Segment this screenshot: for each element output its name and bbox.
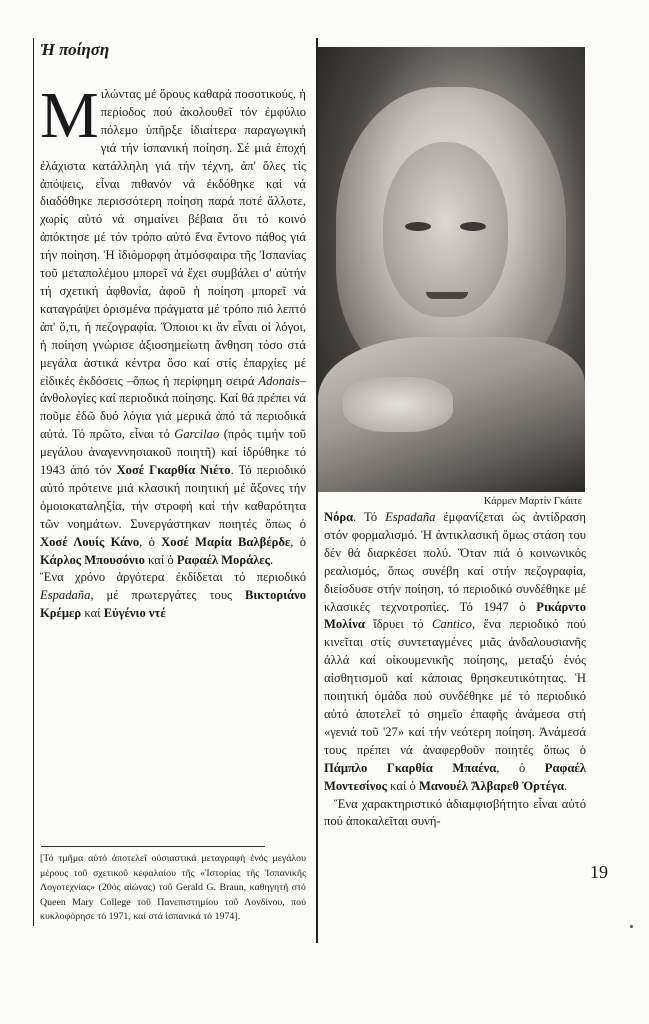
journal-name-espadana: Espadaña bbox=[385, 510, 436, 524]
photo-caption: Κάρμεν Μαρτίν Γκάιτε bbox=[483, 496, 582, 507]
photo-face bbox=[383, 142, 508, 317]
journal-name-espadana: Espadaña bbox=[40, 588, 91, 603]
left-paragraph-1: Μιλώντας μέ ὅρους καθαρά ποσοτικούς, ἡ περίοδος πού ἀκολουθεῖ τόν ἐμφύλιο πόλεμο ὑπῆρξε ἰδιαίτερα παραγωγική γιά τήν ἱσπανική ποίηση. Σέ μιά ἐποχή ἐλάχιστα κατάλληλη γιά τήν τέχνη, ἀπ' ὅλες τίς ἀπόψεις, εἶναι πιθανόν νά ἐκδόθηκε καί νά διαδόθηκε περισσότερη ποίηση παρά ποτέ ἄλλοτε, χωρίς αὐτό νά σημαίνει βέβαια ὅτι τό κοινό ἀπόκτησε μέ τόν τρόπο αὐτό ἕνα ἔντονο πάθος γιά τήν ποίηση. Ἡ ἰδιόμορφη ἀτμόσφαιρα τῆς Ἰσπανίας τοῦ μεταπολέμου μπορεῖ νά ἔχει συμβάλει σ' αὐτήν τή σχετική ἀφθονία, ἀφοῦ ἡ ποίηση μπορεῖ νά καταγράψει ὁρισμένα πράγματα μέ τρόπο πιό λεπτό ἀπ' ὅ,τι, ἡ πεζογραφία. Ὅποιοι κι ἄν εἶναι οἱ λόγοι, ἡ ποίηση γνώρισε ἀξιοσημείωτη ἄνθηση τόσο στά μεγάλα ἀστικά κέντρα ὅσο καί στίς ἐπαρχίες μέ εἰδικές ἐκδόσεις –ὅπως ἡ περίφημη σειρά Adonais– ἀνθολογίες καί περιοδικά ποίησης. Καί θά πρέπει νά ποῦμε ἐδῶ δυό λόγια γιά μερικά ἀπό τά περιοδικά αὐτά. Τό πρῶτο, εἶναι τό Garcilao (πρός τιμήν τοῦ μεγάλου ἀναγεννησιακοῦ ποιητῆ) καί ἱδρύθηκε τό 1943 ἀπό τόν Χοσέ Γκαρθία Νιέτο. Τό περιοδικό αὐτό πρότεινε μιά κλασική ποιητική μέ ἄξονες τήν ὁμοιοκαταληξία, τήν στροφή καί τήν καθαρότητα τῶν νοημάτων. Συνεργάστηκαν ποιητές ὅπως ὁ Χοσέ Λουίς Κάνο, ὁ Χοσέ Μαρία Βαλβέρδε, ὁ Κάρλος Μπουσόνιο καί ὁ Ραφαέλ Μοράλες. bbox=[40, 79, 307, 567]
text-run: ἵδρυει τό bbox=[364, 617, 432, 632]
author-photo bbox=[318, 47, 585, 492]
poet-name-montesinos: Ραφαέλ Μοντεσίνος bbox=[324, 760, 586, 793]
footnote: [Τό τμῆμα αὐτό ἀποτελεῖ οὐσιαστικά μεταγραφή ἑνός μεγάλου μέρους τοῦ σχετικοῦ κεφαλαίου τῆς «Ἱστορίας τῆς Ἱσπανικῆς Λογοτεχνίας» (20ός αἰώνας) τοῦ Gerald G. Braun, καθηγητῆ στό Queen Mary College τοῦ Πανεπιστημίου τοῦ Λονδίνου, πού κυκλοφόρησε τό 1971, καί στά ἱσπανικά τό 1974]. bbox=[40, 853, 306, 922]
right-paragraph-2: Ἕνα χαρακτηριστικό ἀδιαμφισβήτητο εἶναι αὐτό πού ἀποκαλεῖται συνή- bbox=[324, 796, 586, 829]
text-run: . Τό bbox=[353, 510, 386, 524]
text-run: καί ὁ bbox=[144, 552, 177, 567]
poet-name-cano: Χοσέ Λουίς Κάνο bbox=[40, 534, 140, 549]
poet-name-valverde: Χοσέ Μαρία Βαλβέρδε bbox=[161, 534, 291, 549]
poet-name-baena: Πάμπλο Γκαρθία Μπαένα bbox=[324, 760, 497, 775]
left-column bbox=[40, 79, 307, 623]
text-run: , μέ πρωτεργάτες τους bbox=[90, 588, 245, 603]
section-title: Ἡ ποίηση bbox=[40, 40, 110, 59]
poet-name-morales: Ραφαέλ Μοράλες bbox=[176, 552, 270, 567]
photo-mouth bbox=[426, 292, 468, 299]
text-run: , ὁ bbox=[139, 534, 162, 549]
text-run: καί bbox=[81, 606, 104, 621]
poet-name-nora-end: Νόρα bbox=[324, 510, 354, 524]
text-run: (πρός τιμήν τοῦ μεγάλου ἀναγεννησιακοῦ ποιητῆ) καί ἱδρύθηκε τό 1943 ἀπό τόν bbox=[40, 427, 306, 478]
drop-cap: Μ bbox=[40, 79, 99, 152]
poet-name-bousono: Κάρλος Μπουσόνιο bbox=[40, 552, 145, 567]
right-column bbox=[324, 509, 586, 831]
text-run: ἐμφανίζεται ὡς ἀντίδραση στόν φορμαλισμό. Ἡ ἀντικλασική ὅμως στάση του δέν θά διαρκέσει πολύ. Ὅταν πιά ὁ κοινωνικός ρεαλισμός, ὅπως συνέβη καί στήν πεζογραφία, διείσδυσε στήν ποίηση, τό περιοδικό συνδέθηκε μέ κλασικές τεχνοτροπίες. Τό 1947 ὁ bbox=[324, 510, 586, 614]
poet-name-ortega: Μανουέλ Ἄλβαρεθ Ὀρτέγα bbox=[418, 778, 565, 793]
page-number: 19 bbox=[590, 862, 608, 882]
text-run: , ὁ bbox=[290, 534, 307, 549]
left-margin-rule bbox=[33, 38, 34, 926]
footnote-rule bbox=[41, 846, 265, 847]
journal-name-garcilaso: Garcilao bbox=[174, 427, 220, 442]
text-run: καί ὁ bbox=[387, 778, 419, 793]
text-run: Ἕνα χρόνο ἀργότερα ἐκδίδεται τό περιοδικό bbox=[40, 570, 306, 585]
text-run: ιλώντας μέ ὅρους καθαρά ποσοτικούς, ἡ περίοδος πού ἀκολουθεῖ τόν ἐμφύλιο πόλεμο ὑπῆρξε ἰδιαίτερα παραγωγική γιά τήν ἱσπανική ποίηση. Σέ μιά ἐποχή ἐλάχιστα κατάλληλη γιά τήν τέχνη, ἀπ' ὅλες τίς ἀπόψεις, εἶναι πιθανόν νά ἐκδόθηκε καί νά διαδόθηκε περισσότερη ποίηση παρά ποτέ ἄλλοτε, χωρίς αὐτό νά σημαίνει βέβαια ὅτι τό κοινό ἀπόκτησε μέ τόν τρόπο αὐτό ἕνα ἔντονο πάθος γιά τήν ποίηση. Ἡ ἰδιόμορφη ἀτμόσφαιρα τῆς Ἰσπανίας τοῦ μεταπολέμου μπορεῖ νά ἔχει συμβάλει σ' αὐτήν τή σχετική ἀφθονία, ἀφοῦ ἡ ποίηση μπορεῖ νά καταγράψει ὁρισμένα πράγματα μέ τρόπο πιό λεπτό ἀπ' ὅ,τι, ἡ πεζογραφία. Ὅποιοι κι ἄν εἶναι οἱ λόγοι, ἡ ποίηση γνώρισε ἀξιοσημείωτη ἄνθηση τόσο στά μεγάλα ἀστικά κέντρα ὅσο καί στίς ἐπαρχίες μέ εἰδικές ἐκδόσεις –ὅπως ἡ περίφημη σειρά bbox=[40, 87, 306, 388]
text-run: , ἕνα περιοδικό πού κινεῖται στίς συντεταγμένες μιᾶς ἀνδαλουσιανῆς ἀλλά καί οἰκουμενικῆς ποίησης, μεταξύ ἑνός αἰσθητισμοῦ καί κάποιας θρησκευτικότητας. Ἡ ποιητική ὁμάδα πού συνδέθηκε μέ τό περιοδικό αὐτό ἀποτελεῖ τό σημεῖο ἐπαφῆς ἀνάμεσα στή «γενιά τοῦ '27» καί τήν νεότερη ποίηση. Ἀνάμεσά τους πρέπει νά ἀναφερθοῦν ποιητές ὅπως ὁ bbox=[324, 617, 586, 757]
poet-name-cremer: Βικτοριάνο Κρέμερ bbox=[40, 588, 306, 621]
text-run: , ὁ bbox=[496, 760, 545, 775]
left-paragraph-2 bbox=[40, 569, 306, 623]
poet-name-nora-start: Εὐγένιο ντέ bbox=[103, 606, 166, 621]
journal-name-cantico: Cantico bbox=[432, 617, 472, 632]
series-name-adonais: Adonais bbox=[258, 373, 300, 388]
text-run: – ἀνθολογίες καί περιοδικά ποίησης. Καί θά πρέπει νά ποῦμε ἐδῶ δυό λόγια γιά μερικά ἀπό τά περιοδικά αὐτά. Τό πρῶτο, εἶναι τό bbox=[40, 373, 306, 442]
photo-hand bbox=[343, 377, 453, 432]
photo-eye bbox=[460, 222, 486, 231]
photo-eye bbox=[405, 222, 431, 231]
poet-name-molina: Ρικάρντο Μολίνα bbox=[324, 599, 586, 632]
scan-speck bbox=[630, 925, 633, 928]
text-run: . Τό περιοδικό αὐτό πρότεινε μιά κλασική ποιητική μέ ἄξονες τήν ὁμοιοκαταληξία, τήν στροφή καί τήν καθαρότητα τῶν νοημάτων. Συνεργάστηκαν ποιητές ὅπως ὁ bbox=[40, 463, 306, 531]
right-paragraph-1: Νόρα. Τό Espadaña ἐμφανίζεται ὡς ἀντίδραση στόν φορμαλισμό. Ἡ ἀντικλασική ὅμως στάση του δέν θά διαρκέσει πολύ. Ὅταν πιά ὁ κοινωνικός ρεαλισμός, ὅπως συνέβη καί στήν πεζογραφία, διείσδυσε στήν ποίηση, τό περιοδικό συνδέθηκε μέ κλασικές τεχνοτροπίες. Τό 1947 ὁ Ρικάρντο Μολίνα ἵδρυει τό Cantico, ἕνα περιοδικό πού κινεῖται στίς συντεταγμένες μιᾶς ἀνδαλουσιανῆς ἀλλά καί οἰκουμενικῆς ποίησης, μεταξύ ἑνός αἰσθητισμοῦ καί κάποιας θρησκευτικότητας. Ἡ ποιητική ὁμάδα πού συνδέθηκε μέ τό περιοδικό αὐτό ἀποτελεῖ τό σημεῖο ἐπαφῆς ἀνάμεσα στή «γενιά τοῦ '27» καί τήν νεότερη ποίηση. Ἀνάμεσά τους πρέπει νά ἀναφερθοῦν ποιητές ὅπως ὁ Πάμπλο Γκαρθία Μπαένα, ὁ Ραφαέλ Μοντεσίνος καί ὁ Μανουέλ Ἄλβαρεθ Ὀρτέγα. bbox=[324, 510, 586, 793]
poet-name-nieto: Χοσέ Γκαρθία Νιέτο bbox=[116, 463, 231, 478]
